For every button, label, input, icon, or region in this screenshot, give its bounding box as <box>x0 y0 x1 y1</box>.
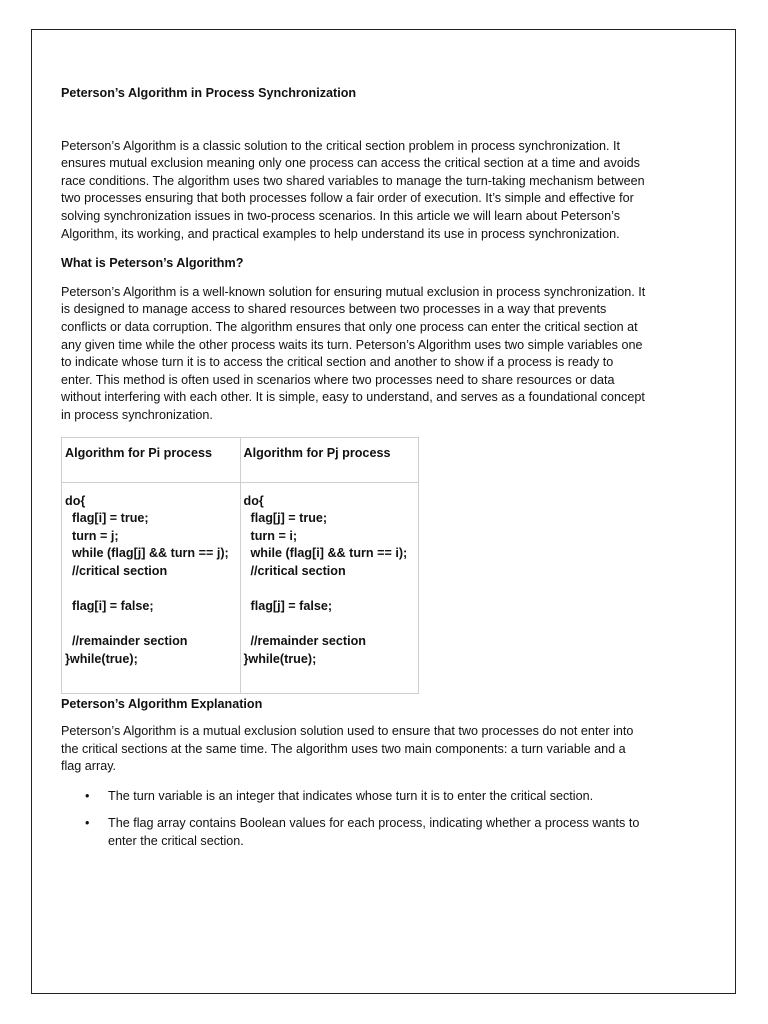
explanation-paragraph: Peterson’s Algorithm is a mutual exclusion solution used to ensure that two processes do not enter into the critical sections at the same time. The algorithm uses two main components: a turn variable and a flag array. <box>61 724 634 774</box>
code-line: while (flag[i] && turn == i); <box>243 546 408 561</box>
code-line <box>244 580 416 598</box>
code-line <box>65 580 237 598</box>
bullet-icon: • <box>85 816 90 831</box>
code-line: turn = j; <box>65 528 119 543</box>
code-line <box>244 616 416 634</box>
code-line: }while(true); <box>243 651 317 666</box>
code-line: flag[j] = true; <box>243 511 328 526</box>
code-line: while (flag[j] && turn == j); <box>65 546 229 561</box>
code-line: do{ <box>243 493 264 508</box>
code-line: flag[i] = false; <box>65 599 154 614</box>
code-line: //critical section <box>65 563 168 578</box>
bullet-list <box>61 788 646 851</box>
code-line: flag[j] = false; <box>243 599 333 614</box>
code-line: //remainder section <box>65 634 188 649</box>
bullet-text: The flag array contains Boolean values for each process, indicating whether a process wants to enter the critical section. <box>108 816 640 849</box>
code-line: //critical section <box>243 563 346 578</box>
list-item <box>61 815 646 850</box>
pi-code-cell <box>62 482 241 693</box>
what-is-paragraph: Peterson’s Algorithm is a well-known solution for ensuring mutual exclusion in process synchronization. It is designed to manage access to shared resources between two processes in a way that prevents conflicts or data corruption. The algorithm ensures that only one process can enter the critical section at any given time while the other process waits its turn. Peterson’s Algorithm uses two simple variables one to indicate whose turn it is to access the critical section and another to show if a process is ready to enter. This method is often used in scenarios where two processes need to share resources or data without interfering with each other. It is simple, easy to understand, and serves as a foundational concept in process synchronization. <box>61 284 646 422</box>
what-is-heading: What is Peterson’s Algorithm? <box>61 256 244 271</box>
algorithm-table <box>61 437 419 694</box>
table-code-row <box>62 482 419 693</box>
code-line: //remainder section <box>243 634 366 649</box>
code-line: do{ <box>65 493 86 508</box>
list-item <box>61 788 646 806</box>
code-line <box>65 616 237 634</box>
pj-header-cell: Algorithm for Pj process <box>240 437 419 482</box>
code-line: flag[i] = true; <box>65 511 149 526</box>
explanation-heading: Peterson’s Algorithm Explanation <box>61 696 263 711</box>
intro-paragraph: Peterson’s Algorithm is a classic solution to the critical section problem in process synchronization. It ensures mutual exclusion meaning only one process can access the critical section at a time and avoids race conditions. The algorithm uses two shared variables to manage the turn-taking mechanism between two processes ensuring that both processes follow a fair order of execution. It’s simple and effective for solving synchronization issues in two-process scenarios. In this article we will learn about Peterson’s Algorithm, its working, and practical examples to help understand its use in process synchronization. <box>61 138 645 241</box>
bullet-text: The turn variable is an integer that indicates whose turn it is to enter the critical section. <box>108 788 594 803</box>
code-line: turn = i; <box>243 528 298 543</box>
bullet-icon: • <box>85 788 90 803</box>
document-content <box>61 85 646 861</box>
pj-code-cell <box>240 482 419 693</box>
code-line: }while(true); <box>65 651 138 666</box>
document-title: Peterson’s Algorithm in Process Synchronization <box>61 86 357 100</box>
pi-header-cell: Algorithm for Pi process <box>62 437 241 482</box>
table-header-row <box>62 437 419 482</box>
